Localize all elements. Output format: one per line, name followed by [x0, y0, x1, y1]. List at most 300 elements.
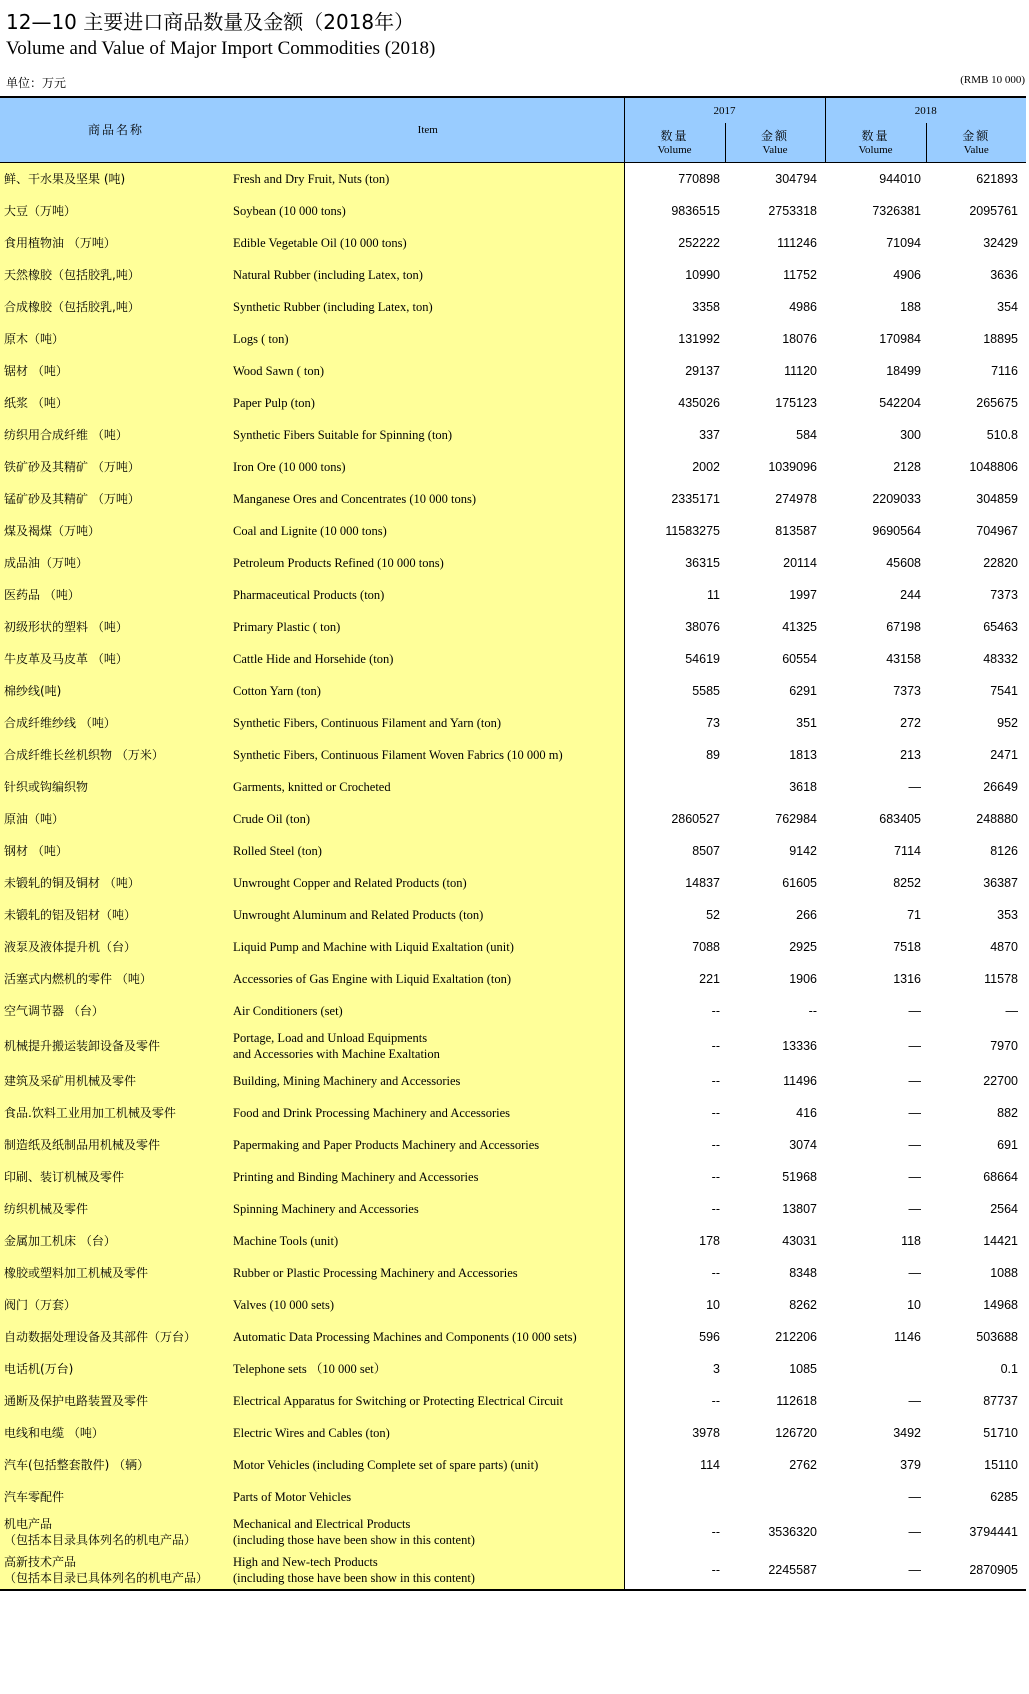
value-2017: 416	[796, 1106, 817, 1120]
value-2017: 274978	[775, 492, 817, 506]
volume-2018: 300	[900, 428, 921, 442]
commodity-item-en: Manganese Ores and Concentrates (10 000 tons)	[232, 483, 624, 515]
commodity-name-cn: 建筑及采矿用机械及零件	[0, 1065, 232, 1097]
value-2017: 3536320	[768, 1525, 817, 1539]
commodity-name-cn: 钢材 （吨）	[0, 835, 232, 867]
volume-2018: —	[908, 1074, 921, 1088]
value-2018: 7970	[990, 1039, 1018, 1053]
commodity-item-en: Pharmaceutical Products (ton)	[232, 579, 624, 611]
commodity-name-cn: 高新技术产品 （包括本目录已具体列名的机电产品）	[0, 1551, 232, 1590]
volume-2017	[624, 771, 725, 803]
value-2018: 11578	[984, 972, 1018, 986]
commodity-name-cn: 橡胶或塑料加工机械及零件	[0, 1257, 232, 1289]
value-2017: --	[808, 1004, 817, 1018]
value-2017: 2753318	[768, 204, 817, 218]
value-2018: 7373	[990, 588, 1018, 602]
volume-2017: 52	[624, 899, 725, 931]
value-2018: 18895	[983, 332, 1018, 346]
header-volume-2018	[825, 123, 926, 163]
header-value-en: Value	[762, 143, 788, 156]
volume-2018: 7373	[893, 684, 921, 698]
volume-2018: 170984	[879, 332, 921, 346]
commodity-name-cn: 制造纸及纸制品用机械及零件	[0, 1129, 232, 1161]
volume-2018: 71	[907, 908, 921, 922]
table-row	[0, 899, 1026, 931]
table-row	[0, 1027, 1026, 1065]
table-row	[0, 1289, 1026, 1321]
value-2017: 13336	[782, 1039, 817, 1053]
value-2017: 212206	[775, 1330, 817, 1344]
commodity-item-en: Rubber or Plastic Processing Machinery and Accessories	[232, 1257, 624, 1289]
value-2018: 14968	[983, 1298, 1018, 1312]
table-row	[0, 995, 1026, 1027]
volume-2017: --	[624, 995, 725, 1027]
value-2017: 11120	[784, 364, 817, 378]
commodity-name-cn: 牛皮革及马皮革 （吨）	[0, 643, 232, 675]
value-2017: 51968	[782, 1170, 817, 1184]
volume-2018: 7518	[893, 940, 921, 954]
value-2018: 48332	[983, 652, 1018, 666]
header-value-cn: 金额	[760, 128, 789, 143]
volume-2017: 7088	[624, 931, 725, 963]
commodity-name-cn: 合成纤维纱线 （吨）	[0, 707, 232, 739]
value-2018: 248880	[976, 812, 1018, 826]
commodity-item-en: Printing and Binding Machinery and Accessories	[232, 1161, 624, 1193]
header-volume-cn: 数量	[660, 128, 689, 143]
volume-2017: 29137	[624, 355, 725, 387]
volume-2017: --	[624, 1385, 725, 1417]
volume-2018: —	[825, 1551, 926, 1590]
volume-2017: 2860527	[624, 803, 725, 835]
value-2017: 8262	[789, 1298, 817, 1312]
table-row	[0, 291, 1026, 323]
volume-2017: 3	[624, 1353, 725, 1385]
commodity-item-en: Rolled Steel (ton)	[232, 835, 624, 867]
page-title-cn: 12—10 主要进口商品数量及金额（2018年）	[6, 10, 415, 34]
value-2017: 11752	[783, 268, 817, 282]
volume-2017: 3358	[624, 291, 725, 323]
commodity-item-en: Valves (10 000 sets)	[232, 1289, 624, 1321]
commodity-name-cn: 自动数据处理设备及其部件（万台）	[0, 1321, 232, 1353]
volume-2018: 67198	[886, 620, 921, 634]
volume-2017: 8507	[624, 835, 725, 867]
value-2018: 1088	[990, 1266, 1018, 1280]
commodity-item-en: Cotton Yarn (ton)	[232, 675, 624, 707]
volume-2018	[825, 1353, 926, 1385]
commodity-name-cn: 锯材 （吨）	[0, 355, 232, 387]
volume-2018: —	[908, 1106, 921, 1120]
value-2018: 265675	[976, 396, 1018, 410]
value-2017: 1997	[789, 588, 817, 602]
table-row	[0, 931, 1026, 963]
commodity-item-en: Air Conditioners (set)	[232, 995, 624, 1027]
value-2017: 18076	[782, 332, 817, 346]
volume-2018: 71094	[886, 236, 921, 250]
commodity-item-en: Portage, Load and Unload Equipments and Accessories with Machine Exaltation	[232, 1027, 624, 1065]
table-row	[0, 1449, 1026, 1481]
value-2018: 14421	[983, 1234, 1018, 1248]
commodity-item-en: Telephone sets （10 000 set）	[232, 1353, 624, 1385]
value-2018: 952	[997, 716, 1018, 730]
value-2017: 175123	[775, 396, 817, 410]
value-2018: 354	[997, 300, 1018, 314]
header-volume-en: Volume	[858, 143, 893, 156]
value-2018: 4870	[990, 940, 1018, 954]
header-year-2018: 2018	[825, 97, 1026, 123]
volume-2017: --	[624, 1257, 725, 1289]
volume-2017: --	[624, 1551, 725, 1590]
value-2017: 20114	[783, 556, 817, 570]
value-2018: 621893	[976, 172, 1018, 186]
commodity-name-cn: 机械提升搬运装卸设备及零件	[0, 1027, 232, 1065]
table-row	[0, 387, 1026, 419]
commodity-name-cn: 金属加工机床 （台）	[0, 1225, 232, 1257]
table-row	[0, 419, 1026, 451]
table-row	[0, 163, 1026, 196]
commodity-name-cn: 通断及保护电路装置及零件	[0, 1385, 232, 1417]
commodity-name-cn: 铁矿砂及其精矿 （万吨）	[0, 451, 232, 483]
value-2017: 266	[796, 908, 817, 922]
value-2018: 353	[997, 908, 1018, 922]
commodity-item-en: Soybean (10 000 tons)	[232, 195, 624, 227]
table-row	[0, 483, 1026, 515]
table-row	[0, 835, 1026, 867]
volume-2017: 2335171	[624, 483, 725, 515]
table-row	[0, 803, 1026, 835]
volume-2017: 11583275	[624, 515, 725, 547]
value-2018: 503688	[976, 1330, 1018, 1344]
value-2017: 1039096	[768, 460, 817, 474]
import-commodities-table	[0, 96, 1026, 1591]
volume-2017: 114	[624, 1449, 725, 1481]
commodity-name-cn: 原木（吨）	[0, 323, 232, 355]
volume-2018: 43158	[886, 652, 921, 666]
commodity-item-en: Primary Plastic ( ton)	[232, 611, 624, 643]
commodity-name-cn: 初级形状的塑料 （吨）	[0, 611, 232, 643]
table-row	[0, 1513, 1026, 1551]
value-2017: 351	[796, 716, 817, 730]
value-2017: 304794	[775, 172, 817, 186]
volume-2018: 542204	[879, 396, 921, 410]
value-2018: 6285	[990, 1490, 1018, 1504]
table-row	[0, 1417, 1026, 1449]
table-body	[0, 163, 1026, 1591]
value-2018: 87737	[983, 1394, 1018, 1408]
volume-2018: 244	[900, 588, 921, 602]
value-2018: 22700	[983, 1074, 1018, 1088]
table-row	[0, 675, 1026, 707]
commodity-name-cn: 医药品 （吨）	[0, 579, 232, 611]
volume-2017: 3978	[624, 1417, 725, 1449]
commodity-item-en: Food and Drink Processing Machinery and Accessories	[232, 1097, 624, 1129]
value-2017: 13807	[782, 1202, 817, 1216]
commodity-item-en: Unwrought Copper and Related Products (ton)	[232, 867, 624, 899]
volume-2018: —	[908, 1170, 921, 1184]
volume-2018: 45608	[886, 556, 921, 570]
value-2017: 3074	[789, 1138, 817, 1152]
value-2017: 61605	[782, 876, 817, 890]
table-row	[0, 1353, 1026, 1385]
table-row	[0, 1129, 1026, 1161]
volume-2018: 944010	[879, 172, 921, 186]
value-2018: 2471	[990, 748, 1018, 762]
table-row	[0, 1161, 1026, 1193]
commodity-item-en: Paper Pulp (ton)	[232, 387, 624, 419]
table-row	[0, 259, 1026, 291]
volume-2017: 10990	[624, 259, 725, 291]
commodity-name-cn: 机电产品 （包括本目录具体列名的机电产品）	[0, 1513, 232, 1551]
commodity-item-en: High and New-tech Products (including those have been show in this content)	[232, 1551, 624, 1590]
commodity-item-en: Garments, knitted or Crocheted	[232, 771, 624, 803]
volume-2018: 10	[907, 1298, 921, 1312]
table-row	[0, 579, 1026, 611]
commodity-name-cn: 活塞式内燃机的零件 （吨）	[0, 963, 232, 995]
volume-2017: 596	[624, 1321, 725, 1353]
commodity-name-cn: 鲜、干水果及坚果 (吨)	[0, 163, 232, 196]
volume-2017: 337	[624, 419, 725, 451]
value-2018: 2095761	[969, 204, 1018, 218]
volume-2017: --	[624, 1193, 725, 1225]
header-year-2017: 2017	[624, 97, 825, 123]
table-row	[0, 611, 1026, 643]
volume-2017: 89	[624, 739, 725, 771]
commodity-item-en: Iron Ore (10 000 tons)	[232, 451, 624, 483]
header-value-en: Value	[963, 143, 989, 156]
commodity-item-en: Electric Wires and Cables (ton)	[232, 1417, 624, 1449]
value-2018: 2870905	[926, 1551, 1026, 1590]
volume-2018: —	[908, 1525, 921, 1539]
table-row	[0, 739, 1026, 771]
value-2017: 1906	[789, 972, 817, 986]
commodity-name-cn: 煤及褐煤（万吨）	[0, 515, 232, 547]
value-2018: 68664	[983, 1170, 1018, 1184]
table-row	[0, 323, 1026, 355]
commodity-item-en: Motor Vehicles (including Complete set of spare parts) (unit)	[232, 1449, 624, 1481]
value-2017: 813587	[775, 524, 817, 538]
value-2018: 15110	[984, 1458, 1018, 1472]
table-row	[0, 771, 1026, 803]
value-2018: 691	[997, 1138, 1018, 1152]
volume-2017: 54619	[624, 643, 725, 675]
header-volume-cn: 数量	[861, 128, 890, 143]
commodity-name-cn: 合成橡胶（包括胶乳,吨）	[0, 291, 232, 323]
value-2017: 111246	[777, 236, 817, 250]
table-row	[0, 1481, 1026, 1513]
volume-2018: —	[908, 1004, 921, 1018]
commodity-name-cn: 电话机(万台)	[0, 1353, 232, 1385]
volume-2017: 73	[624, 707, 725, 739]
commodity-item-en: Parts of Motor Vehicles	[232, 1481, 624, 1513]
value-2018: 32429	[983, 236, 1018, 250]
commodity-item-en: Crude Oil (ton)	[232, 803, 624, 835]
value-2017: 2925	[789, 940, 817, 954]
page-title-en: Volume and Value of Major Import Commodities (2018)	[6, 38, 436, 59]
value-2017: 762984	[775, 812, 817, 826]
volume-2017: 38076	[624, 611, 725, 643]
volume-2017: 131992	[624, 323, 725, 355]
commodity-name-cn: 印刷、装订机械及零件	[0, 1161, 232, 1193]
table-row	[0, 355, 1026, 387]
table-row	[0, 1551, 1026, 1590]
commodity-name-cn: 天然橡胶（包括胶乳,吨）	[0, 259, 232, 291]
header-volume-en: Volume	[657, 143, 692, 156]
value-2018: 36387	[983, 876, 1018, 890]
table-row	[0, 227, 1026, 259]
volume-2018: 7326381	[872, 204, 921, 218]
commodity-name-cn: 液泵及液体提升机（台）	[0, 931, 232, 963]
table-row	[0, 1193, 1026, 1225]
volume-2018: 3492	[893, 1426, 921, 1440]
header-value-2017	[725, 123, 825, 163]
value-2017: 126720	[775, 1426, 817, 1440]
commodity-name-cn: 未锻轧的铜及铜材 （吨）	[0, 867, 232, 899]
commodity-name-cn: 成品油（万吨）	[0, 547, 232, 579]
value-2018: 0.1	[1000, 1362, 1018, 1376]
table-row	[0, 1385, 1026, 1417]
volume-2018: 188	[900, 300, 921, 314]
commodity-name-cn: 食用植物油 （万吨）	[0, 227, 232, 259]
commodity-item-en: Synthetic Rubber (including Latex, ton)	[232, 291, 624, 323]
table-row	[0, 867, 1026, 899]
table-row	[0, 1065, 1026, 1097]
value-2017: 60554	[782, 652, 817, 666]
value-2018: 3794441	[969, 1525, 1018, 1539]
value-2018: 8126	[990, 844, 1018, 858]
value-2018: 7116	[991, 364, 1018, 378]
volume-2018: 1146	[894, 1330, 921, 1344]
value-2018: 882	[997, 1106, 1018, 1120]
commodity-item-en: Mechanical and Electrical Products (including those have been show in this content)	[232, 1513, 624, 1551]
value-2017: 4986	[789, 300, 817, 314]
commodity-name-cn: 锰矿砂及其精矿 （万吨）	[0, 483, 232, 515]
commodity-item-en: Papermaking and Paper Products Machinery and Accessories	[232, 1129, 624, 1161]
commodity-name-cn: 纺织机械及零件	[0, 1193, 232, 1225]
table-row	[0, 195, 1026, 227]
commodity-item-en: Natural Rubber (including Latex, ton)	[232, 259, 624, 291]
volume-2017: --	[624, 1027, 725, 1065]
commodity-name-cn: 空气调节器 （台）	[0, 995, 232, 1027]
volume-2018: 1316	[893, 972, 921, 986]
value-2017: 11496	[783, 1074, 817, 1088]
header-value-cn: 金额	[962, 128, 991, 143]
header-value-2018	[926, 123, 1026, 163]
volume-2018: —	[908, 780, 921, 794]
table-row	[0, 963, 1026, 995]
volume-2018: 8252	[893, 876, 921, 890]
value-2017: 1813	[789, 748, 817, 762]
volume-2017: 221	[624, 963, 725, 995]
volume-2018: —	[908, 1138, 921, 1152]
commodity-item-en: Machine Tools (unit)	[232, 1225, 624, 1257]
volume-2017: 178	[624, 1225, 725, 1257]
value-2017: 2245587	[725, 1551, 825, 1590]
header-volume-2017	[624, 123, 725, 163]
commodity-name-cn: 阀门（万套）	[0, 1289, 232, 1321]
volume-2017: 36315	[624, 547, 725, 579]
commodity-item-en: Electrical Apparatus for Switching or Protecting Electrical Circuit	[232, 1385, 624, 1417]
volume-2018: —	[908, 1394, 921, 1408]
value-2018: 3636	[990, 268, 1018, 282]
commodity-item-en: Synthetic Fibers, Continuous Filament Woven Fabrics (10 000 m)	[232, 739, 624, 771]
value-2017: 6291	[789, 684, 817, 698]
value-2017: 112618	[776, 1394, 817, 1408]
commodity-name-cn: 食品.饮料工业用加工机械及零件	[0, 1097, 232, 1129]
volume-2017	[624, 1481, 725, 1513]
volume-2017: --	[624, 1129, 725, 1161]
volume-2018: 9690564	[872, 524, 921, 538]
value-2017	[725, 1481, 825, 1513]
volume-2018: 4906	[893, 268, 921, 282]
commodity-name-cn: 棉纱线(吨)	[0, 675, 232, 707]
volume-2018: 2128	[893, 460, 921, 474]
commodity-name-cn: 针织或钩编织物	[0, 771, 232, 803]
commodity-item-en: Building, Mining Machinery and Accessories	[232, 1065, 624, 1097]
value-2017: 41325	[782, 620, 817, 634]
volume-2017: 770898	[624, 163, 725, 196]
value-2018: 51710	[983, 1426, 1018, 1440]
value-2018: 7541	[990, 684, 1018, 698]
volume-2017: 10	[624, 1289, 725, 1321]
commodity-item-en: Automatic Data Processing Machines and Components (10 000 sets)	[232, 1321, 624, 1353]
value-2018: 510.8	[986, 428, 1018, 442]
volume-2017: --	[624, 1513, 725, 1551]
table-row	[0, 451, 1026, 483]
table-row	[0, 643, 1026, 675]
header-item-en: Item	[232, 97, 624, 163]
commodity-name-cn: 大豆（万吨）	[0, 195, 232, 227]
volume-2018: —	[908, 1490, 921, 1504]
commodity-item-en: Synthetic Fibers, Continuous Filament and Yarn (ton)	[232, 707, 624, 739]
value-2017: 2762	[789, 1458, 817, 1472]
unit-label-en: (RMB 10 000)	[960, 74, 1025, 86]
volume-2018: 2209033	[872, 492, 921, 506]
commodity-name-cn: 纺织用合成纤维 （吨）	[0, 419, 232, 451]
volume-2018: —	[908, 1202, 921, 1216]
volume-2017: 14837	[624, 867, 725, 899]
commodity-name-cn: 纸浆 （吨）	[0, 387, 232, 419]
table-row	[0, 547, 1026, 579]
commodity-item-en: Spinning Machinery and Accessories	[232, 1193, 624, 1225]
commodity-item-en: Cattle Hide and Horsehide (ton)	[232, 643, 624, 675]
volume-2017: 252222	[624, 227, 725, 259]
volume-2018: —	[908, 1266, 921, 1280]
value-2018: 26649	[983, 780, 1018, 794]
volume-2018: 213	[900, 748, 921, 762]
value-2017: 8348	[789, 1266, 817, 1280]
volume-2017: --	[624, 1097, 725, 1129]
commodity-name-cn: 汽车零配件	[0, 1481, 232, 1513]
table-row	[0, 707, 1026, 739]
value-2018: 2564	[990, 1202, 1018, 1216]
table-row	[0, 1225, 1026, 1257]
commodity-name-cn: 合成纤维长丝机织物 （万米）	[0, 739, 232, 771]
value-2018: 704967	[976, 524, 1018, 538]
table-row	[0, 1321, 1026, 1353]
value-2017: 43031	[782, 1234, 817, 1248]
volume-2018: 118	[901, 1234, 921, 1248]
volume-2018: 683405	[879, 812, 921, 826]
commodity-item-en: Logs ( ton)	[232, 323, 624, 355]
volume-2018: 272	[900, 716, 921, 730]
commodity-item-en: Petroleum Products Refined (10 000 tons)	[232, 547, 624, 579]
table-row	[0, 1257, 1026, 1289]
table-row	[0, 1097, 1026, 1129]
commodity-name-cn: 电线和电缆 （吨）	[0, 1417, 232, 1449]
value-2017: 584	[796, 428, 817, 442]
value-2018: —	[1005, 1004, 1018, 1018]
volume-2017: 9836515	[624, 195, 725, 227]
commodity-item-en: Liquid Pump and Machine with Liquid Exaltation (unit)	[232, 931, 624, 963]
